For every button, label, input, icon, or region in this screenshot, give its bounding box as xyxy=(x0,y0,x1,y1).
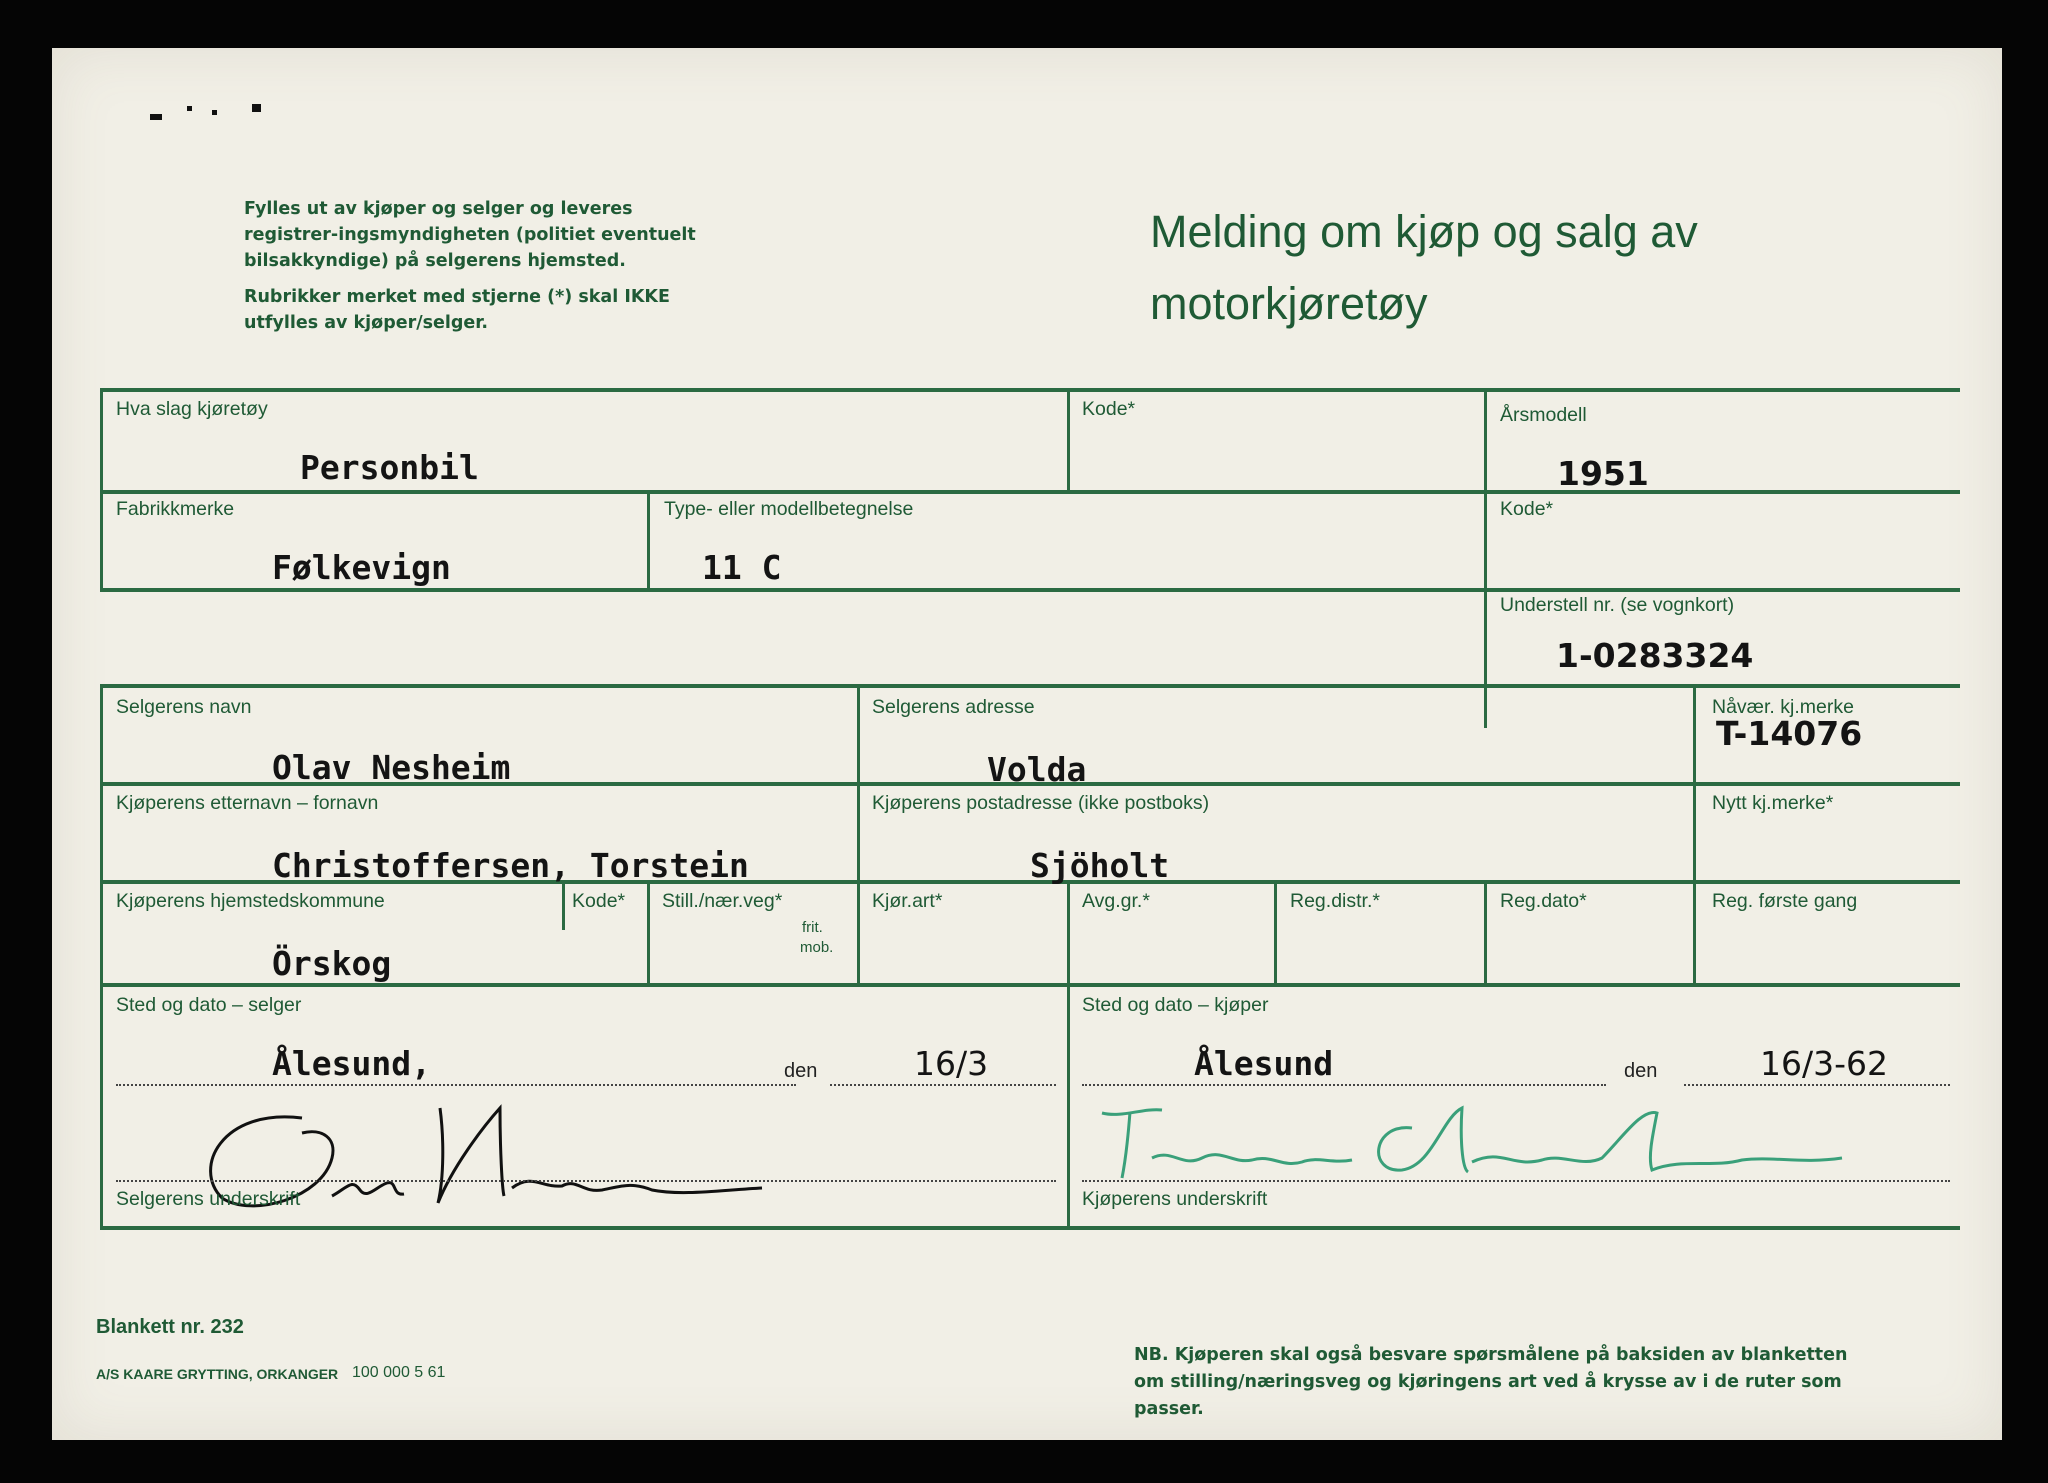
rule xyxy=(1484,880,1487,983)
title-line2: motorkjøretøy xyxy=(1150,278,1428,329)
rule xyxy=(100,588,1145,592)
vehicle-type-value: Personbil xyxy=(300,448,479,487)
plate-label: Nåvær. kj.merke xyxy=(1712,696,1854,718)
rule xyxy=(647,490,650,590)
kode3-label: Kode* xyxy=(572,890,626,912)
seller-name-label: Selgerens navn xyxy=(116,696,252,718)
seller-den-label: den xyxy=(784,1060,818,1082)
plate-value: T-14076 xyxy=(1716,714,1863,753)
form-title xyxy=(1150,196,1698,340)
seller-place-label: Sted og dato – selger xyxy=(116,994,302,1016)
buyer-place-label: Sted og dato – kjøper xyxy=(1082,994,1269,1016)
buyer-address-label: Kjøperens postadresse (ikke postboks) xyxy=(872,792,1210,814)
seller-date-line xyxy=(830,1084,1056,1086)
year-value: 1951 xyxy=(1557,454,1649,493)
make-value: Følkevign xyxy=(272,548,451,587)
buyer-address-value: Sjöholt xyxy=(1030,846,1170,885)
rule xyxy=(1484,388,1487,728)
driving-type-label: Kjør.art* xyxy=(872,890,943,912)
seller-date-value: 16/3 xyxy=(914,1044,989,1083)
title-line1: Melding om kjøp og salg av xyxy=(1150,206,1698,257)
speck xyxy=(212,110,217,115)
instructions xyxy=(244,196,714,346)
printer-name: A/S KAARE GRYTTING, ORKANGER xyxy=(96,1366,339,1382)
buyer-name-label: Kjøperens etternavn – fornavn xyxy=(116,792,379,814)
buyer-signature-label: Kjøperens underskrift xyxy=(1082,1188,1268,1210)
buyer-date-value: 16/3-62 xyxy=(1760,1044,1889,1083)
rule xyxy=(562,880,565,930)
rule xyxy=(100,684,1960,688)
buyer-place-value: Ålesund xyxy=(1194,1044,1334,1083)
reg-district-label: Reg.distr.* xyxy=(1290,890,1380,912)
seller-address-value: Volda xyxy=(987,750,1087,789)
rule xyxy=(1067,880,1070,1226)
seller-address-label: Selgerens adresse xyxy=(872,696,1035,718)
rule xyxy=(100,684,103,1229)
municipality-label: Kjøperens hjemstedskommune xyxy=(116,890,385,912)
rule xyxy=(647,880,650,983)
kode2-label: Kode* xyxy=(1500,498,1554,520)
year-label: Årsmodell xyxy=(1500,404,1587,426)
occupation-label: Still./nær.veg* xyxy=(662,890,783,912)
model-label: Type- eller modellbetegnelse xyxy=(664,498,914,520)
instructions-line1: Fylles ut av kjøper og selger og leveres registrer-ingsmyndigheten (politiet eventuelt bilsakkyndige) på selgerens hjemsted. xyxy=(244,199,696,271)
buyer-den-label: den xyxy=(1624,1060,1658,1082)
seller-signature-label: Selgerens underskrift xyxy=(116,1188,301,1210)
nb-note: NB. Kjøperen skal også besvare spørsmålene på baksiden av blanketten om stilling/næringsveg og kjøringens art ved å krysse av i de ruter som passer. xyxy=(1134,1345,1848,1419)
seller-signature-line xyxy=(116,1180,1056,1182)
buyer-place-line xyxy=(1082,1084,1606,1086)
speck xyxy=(252,104,261,112)
form-sheet xyxy=(52,48,2002,1440)
rule xyxy=(100,490,1960,494)
municipality-value: Örskog xyxy=(272,944,392,983)
instructions-line2: Rubrikker merket med stjerne (*) skal IKKE utfylles av kjøper/selger. xyxy=(244,287,670,333)
rule xyxy=(1693,684,1696,984)
reg-date-label: Reg.dato* xyxy=(1500,890,1587,912)
print-run: 100 000 5 61 xyxy=(352,1364,446,1381)
frit-label: frit. xyxy=(802,919,823,936)
make-label: Fabrikkmerke xyxy=(116,498,235,520)
buyer-date-line xyxy=(1684,1084,1950,1086)
rule xyxy=(1274,880,1277,983)
rule xyxy=(857,684,860,984)
chassis-value: 1-0283324 xyxy=(1556,636,1754,675)
speck xyxy=(150,114,162,120)
buyer-signature-line xyxy=(1082,1180,1950,1182)
buyer-signature xyxy=(1082,1098,1882,1198)
kode-label: Kode* xyxy=(1082,398,1136,420)
form-number: Blankett nr. 232 xyxy=(96,1316,244,1338)
rule xyxy=(1145,588,1960,592)
seller-name-value: Olav Nesheim xyxy=(272,748,511,787)
new-plate-label: Nytt kj.merke* xyxy=(1712,792,1834,814)
mob-label: mob. xyxy=(800,939,834,956)
rule xyxy=(100,388,103,591)
tax-group-label: Avg.gr.* xyxy=(1082,890,1150,912)
buyer-name-value: Christoffersen, Torstein xyxy=(272,846,749,885)
model-value: 11 C xyxy=(702,548,782,587)
seller-place-value: Ålesund, xyxy=(272,1044,431,1083)
rule xyxy=(1067,388,1070,490)
rule xyxy=(100,388,1960,392)
chassis-label: Understell nr. (se vognkort) xyxy=(1500,594,1735,616)
rule xyxy=(100,983,1960,987)
first-reg-label: Reg. første gang xyxy=(1712,890,1858,912)
speck xyxy=(187,106,192,111)
vehicle-type-label: Hva slag kjøretøy xyxy=(116,398,268,420)
